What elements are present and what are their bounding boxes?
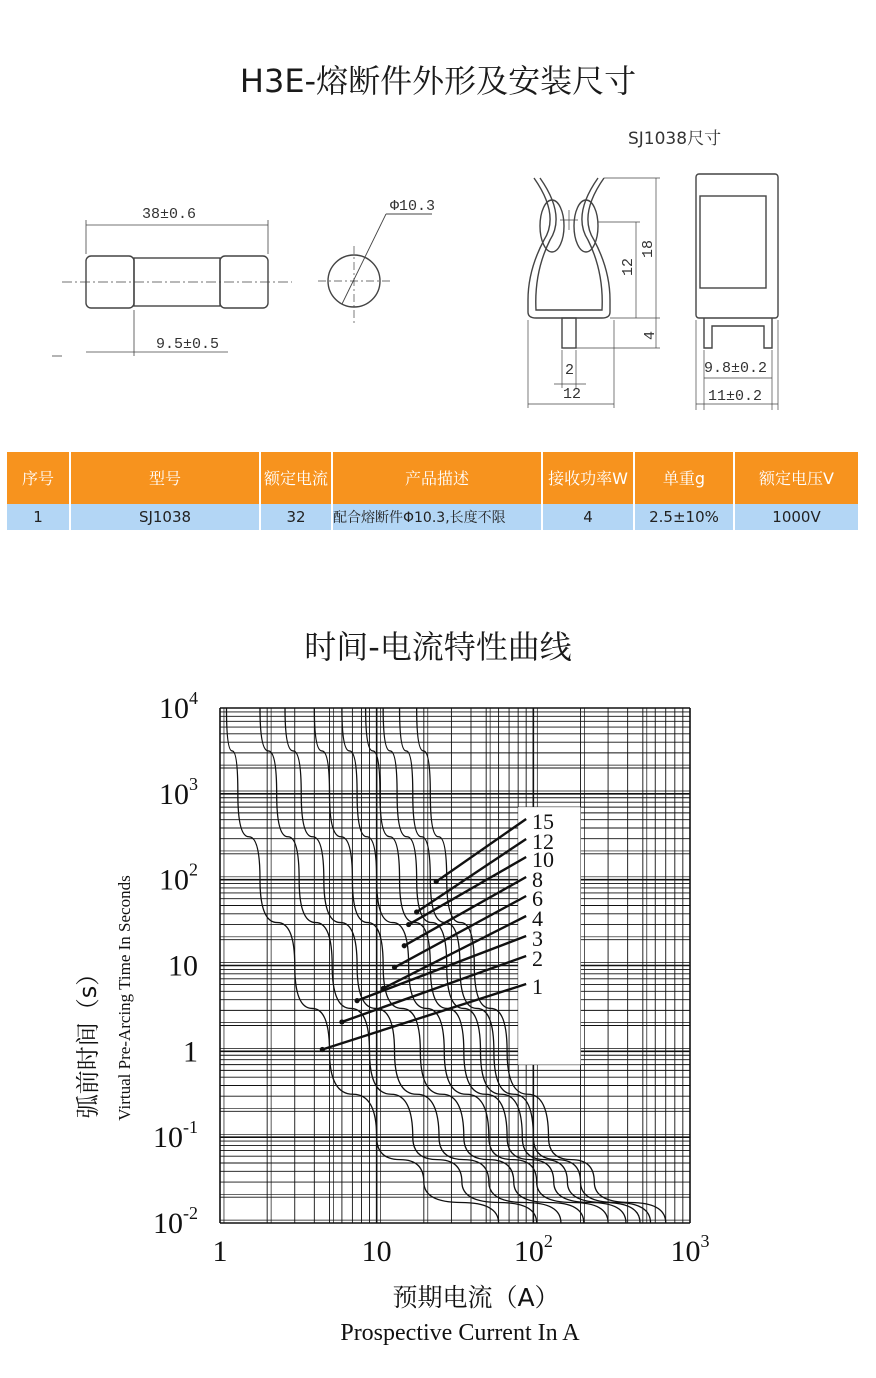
series-label: 6 — [531, 886, 543, 911]
series-label: 15 — [531, 809, 554, 834]
y-axis-label-cn: 弧前时间（s） — [74, 961, 102, 1119]
y-tick-label: $10^3$ — [159, 773, 198, 811]
header-index: 序号 — [7, 452, 70, 504]
cell-voltage: 1000V — [734, 504, 859, 530]
leader-line — [409, 857, 527, 925]
y-tick-label: 1 — [183, 1035, 198, 1069]
y-tick-label: $10^4$ — [159, 688, 198, 725]
spec-table — [7, 452, 860, 530]
clip-height-dim: 18 — [640, 239, 657, 258]
y-tick-label: 10 — [168, 949, 198, 983]
table-header-row — [7, 452, 859, 504]
cell-model: SJ1038 — [70, 504, 260, 530]
side-inner-dim: 9.8±0.2 — [704, 360, 768, 377]
side-outer-dim: 11±0.2 — [708, 388, 763, 405]
cell-weight: 2.5±10% — [634, 504, 734, 530]
cell-current: 32 — [260, 504, 332, 530]
x-tick-label: $10^3$ — [670, 1231, 710, 1268]
dimension-drawings — [0, 0, 876, 430]
x-tick-label: 10 — [361, 1235, 392, 1268]
y-tick-label: $10^{-1}$ — [153, 1117, 198, 1155]
leader-line — [383, 916, 526, 988]
chart-title: 时间-电流特性曲线 — [304, 628, 572, 666]
cell-index: 1 — [7, 504, 70, 530]
clip-front-view — [528, 178, 660, 408]
cell-description: 配合熔断件Φ10.3,长度不限 — [332, 504, 542, 530]
header-weight: 单重g — [634, 452, 734, 504]
fuse-length-dim: 38±0.6 — [142, 206, 197, 223]
series-label: 1 — [531, 974, 543, 999]
leader-line — [404, 877, 526, 946]
y-tick-label: $10^{-2}$ — [153, 1203, 198, 1240]
series-label: 10 — [531, 847, 554, 872]
series-label: 4 — [531, 906, 543, 931]
header-model: 型号 — [70, 452, 260, 504]
series-label: 12 — [531, 829, 554, 854]
series-label: 2 — [531, 946, 543, 971]
cell-power: 4 — [542, 504, 634, 530]
header-voltage: 额定电压V — [734, 452, 859, 504]
clip-pin-dim: 4 — [642, 330, 659, 340]
series-label: 3 — [531, 926, 543, 951]
header-description: 产品描述 — [332, 452, 542, 504]
header-current: 额定电流 — [260, 452, 332, 504]
clip-mid-dim: 12 — [620, 257, 637, 276]
fuse-diameter-dim: Φ10.3 — [390, 198, 436, 215]
x-tick-label: $10^2$ — [513, 1231, 553, 1268]
time-current-chart — [0, 638, 876, 1378]
series-label: 8 — [531, 867, 543, 892]
fuse-cap-dim: 9.5±0.5 — [156, 336, 220, 353]
y-tick-label: $10^2$ — [159, 859, 198, 897]
fuse-end-view — [318, 214, 432, 324]
table-row — [7, 504, 859, 530]
clip-pin-width-dim: 2 — [565, 362, 575, 379]
x-axis-label-cn: 预期电流（A） — [392, 1283, 560, 1312]
y-axis-label: Virtual Pre-Arcing Time In Seconds — [115, 875, 134, 1121]
clip-width-dim: 12 — [563, 386, 582, 403]
holder-dimension-label: SJ1038尺寸 — [628, 129, 722, 149]
header-power: 接收功率W — [542, 452, 634, 504]
dimensions-title: H3E-熔断件外形及安装尺寸 — [239, 62, 637, 100]
x-axis-label: Prospective Current In A — [340, 1320, 580, 1346]
x-tick-label: 1 — [212, 1235, 228, 1268]
